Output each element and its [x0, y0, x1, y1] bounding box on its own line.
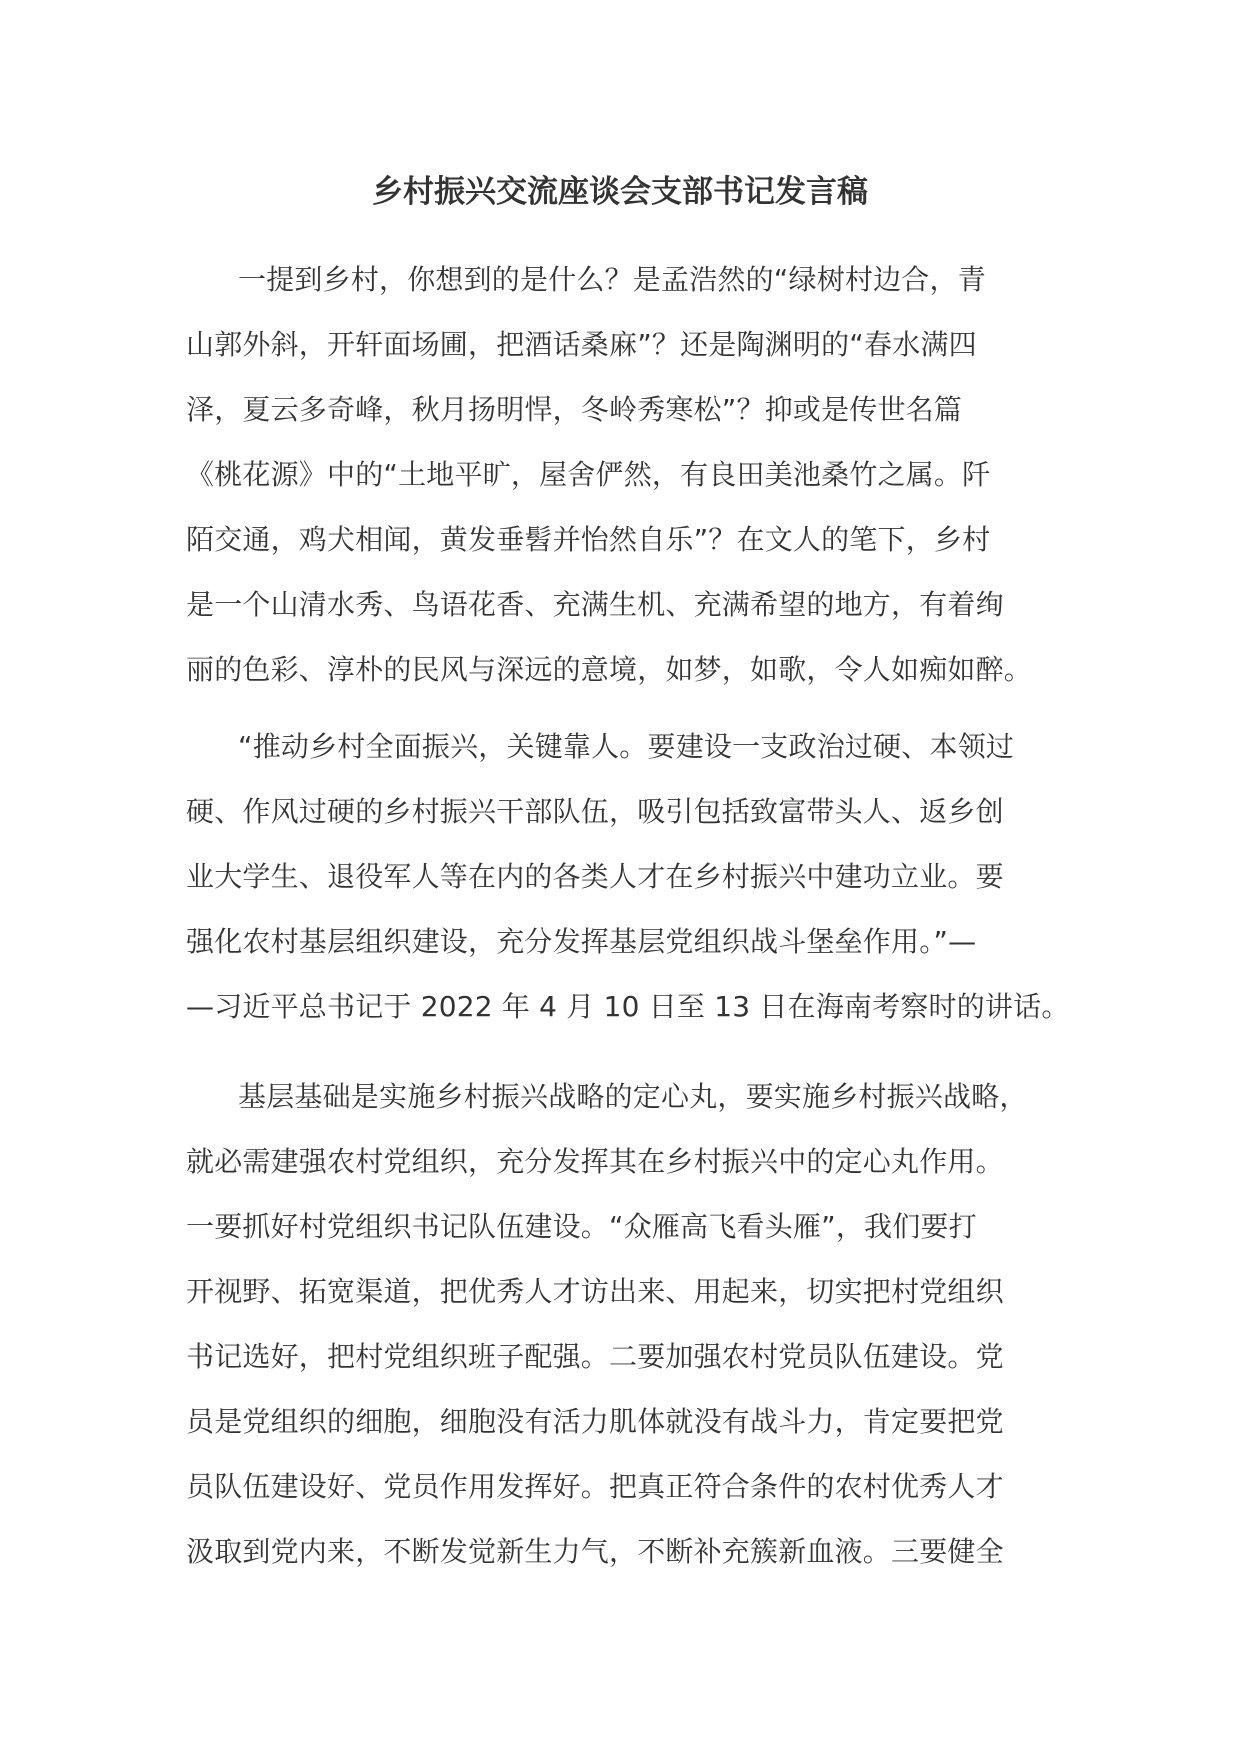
- paragraph-line: 员队伍建设好、党员作用发挥好。把真正符合条件的农村优秀人才: [186, 1470, 1004, 1503]
- paragraph-line: 丽的色彩、淳朴的民风与深远的意境，如梦，如歌，令人如痴如醉。: [186, 653, 1033, 686]
- paragraph-line: 员是党组织的细胞，细胞没有活力肌体就没有战斗力，肯定要把党: [186, 1405, 1004, 1438]
- paragraph-line: 陌交通，鸡犬相闻，黄发垂髫并怡然自乐”？在文人的笔下，乡村: [186, 523, 991, 556]
- paragraph-line: 强化农村基层组织建设，充分发挥基层党组织战斗堡垒作用。”—: [186, 925, 977, 958]
- paragraph-3: [186, 1064, 1056, 1584]
- paragraph-line: 《桃花源》中的“土地平旷，屋舍俨然，有良田美池桑竹之属。阡: [186, 458, 991, 491]
- paragraph-line: 硬、作风过硬的乡村振兴干部队伍，吸引包括致富带头人、返乡创: [186, 795, 1004, 828]
- paragraph-line: —习近平总书记于 2022 年 4 月 10 日至 13 日在海南考察时的讲话。: [186, 990, 1070, 1023]
- paragraph-line: 开视野、拓宽渠道，把优秀人才访出来、用起来，切实把村党组织: [186, 1275, 1004, 1308]
- paragraph-line: 一提到乡村，你想到的是什么？是孟浩然的“绿树村边合，青: [238, 263, 986, 296]
- paragraph-line: 业大学生、退役军人等在内的各类人才在乡村振兴中建功立业。要: [186, 860, 1004, 893]
- paragraph-2: [186, 714, 1070, 1039]
- paragraph-line: 泽，夏云多奇峰，秋月扬明悍，冬岭秀寒松”？抑或是传世名篇: [186, 393, 963, 426]
- paragraph-1: [186, 247, 1056, 702]
- paragraph-line: 基层基础是实施乡村振兴战略的定心丸，要实施乡村振兴战略，: [238, 1080, 1028, 1113]
- document-title: 乡村振兴交流座谈会支部书记发言稿: [372, 174, 868, 210]
- paragraph-line: 书记选好，把村党组织班子配强。二要加强农村党员队伍建设。党: [186, 1340, 1004, 1373]
- paragraph-line: 就必需建强农村党组织，充分发挥其在乡村振兴中的定心丸作用。: [186, 1145, 1004, 1178]
- paragraph-line: 山郭外斜，开轩面场圃，把酒话桑麻”？还是陶渊明的“春水满四: [186, 328, 977, 361]
- paragraph-line: 是一个山清水秀、鸟语花香、充满生机、充满希望的地方，有着绚: [186, 588, 1004, 621]
- paragraph-line: 汲取到党内来，不断发觉新生力气，不断补充簇新血液。三要健全: [186, 1535, 1004, 1568]
- paragraph-line: 一要抓好村党组织书记队伍建设。“众雁高飞看头雁”，我们要打: [186, 1210, 977, 1243]
- paragraph-line: “推动乡村全面振兴，关键靠人。要建设一支政治过硬、本领过: [238, 730, 1015, 763]
